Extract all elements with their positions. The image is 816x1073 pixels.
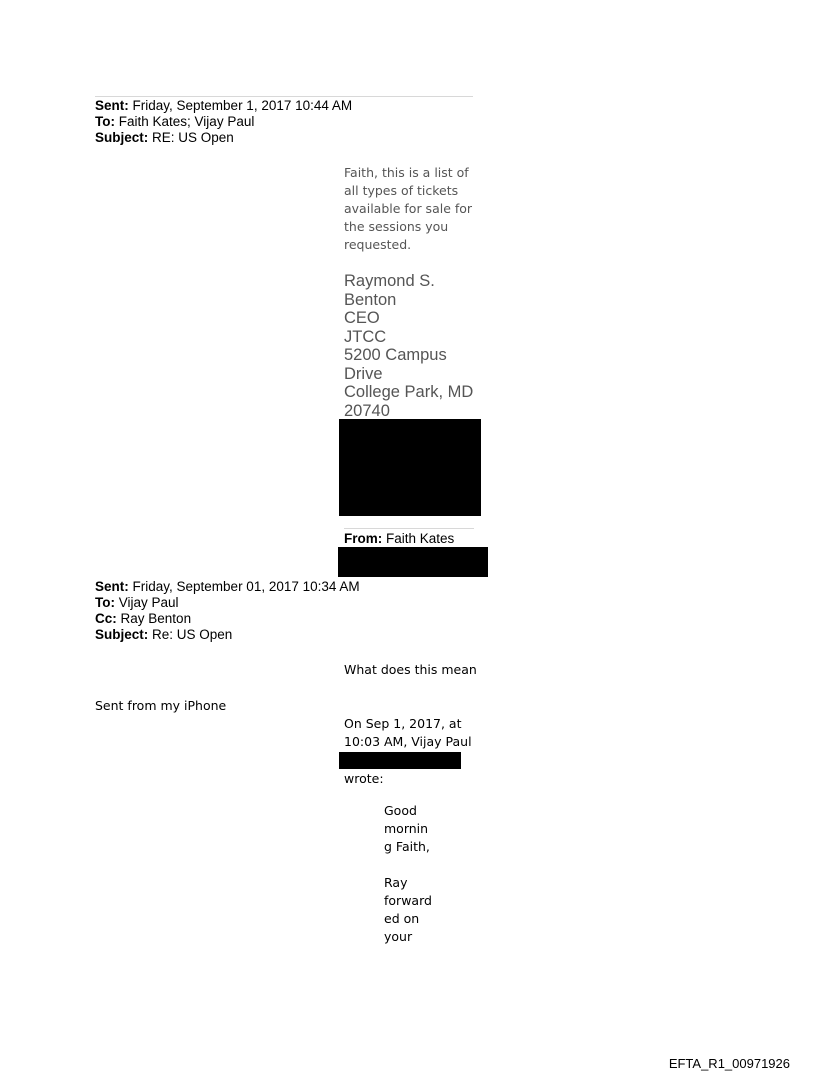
subject-value: RE: US Open [152,130,234,145]
email-header-2 [95,579,475,643]
sent-from-signature: Sent from my iPhone [95,698,227,713]
quoted-line: your [384,929,413,944]
message-line: all types of tickets [344,183,459,198]
to-value: Vijay Paul [118,595,179,610]
subject-value: Re: US Open [152,627,233,642]
header-divider [344,528,474,529]
signature-line: College Park, MD [344,383,474,401]
subject-row [95,627,475,643]
quote-line: 10:03 AM, Vijay Paul [344,734,472,749]
signature-line: Benton [344,290,397,309]
quoted-line: Ray [384,875,408,890]
quote-wrote: wrote: [344,771,384,786]
to-value: Faith Kates; Vijay Paul [118,114,255,129]
quoted-body [384,874,454,946]
to-label: To: [95,114,115,129]
redaction-box [339,752,461,769]
to-row [95,114,475,130]
sent-row [95,98,475,114]
cc-row [95,611,475,627]
sent-row [95,579,475,595]
from-row [344,531,494,547]
message-line: Faith, this is a list of [344,165,469,180]
signature-block [344,272,494,420]
redaction-box [339,419,481,516]
quote-line: On Sep 1, 2017, at [344,716,462,731]
to-label: To: [95,595,115,610]
message-line: the sessions you [344,219,449,234]
quoted-greeting [384,802,454,856]
message-2-body: What does this mean [344,662,477,677]
from-label: From: [344,531,383,546]
cc-label: Cc: [95,611,117,626]
from-value: Faith Kates [386,531,455,546]
message-1-body [344,164,494,254]
cc-value: Ray Benton [120,611,192,626]
document-id: EFTA_R1_00971926 [668,1056,790,1071]
email-header-1 [95,98,475,146]
subject-label: Subject: [95,627,149,642]
sent-label: Sent: [95,98,129,113]
quoted-line: g Faith, [384,839,430,854]
sent-value: Friday, September 1, 2017 10:44 AM [132,98,353,113]
quoted-line: ed on [384,911,420,926]
subject-row [95,130,475,146]
quote-attribution [344,715,504,751]
signature-line: Raymond S. [344,272,435,290]
quoted-line: mornin [384,821,429,836]
sent-label: Sent: [95,579,129,594]
signature-line: 20740 [344,401,390,420]
quoted-line: Good [384,803,417,818]
sent-value: Friday, September 01, 2017 10:34 AM [132,579,360,594]
message-line: available for sale for [344,201,473,216]
message-line: requested. [344,237,412,252]
quoted-line: forward [384,893,432,908]
signature-line: CEO [344,309,380,327]
to-row [95,595,475,611]
redaction-box [338,547,488,577]
header-divider [95,96,473,97]
signature-line: 5200 Campus [344,346,447,364]
signature-line: Drive [344,364,383,383]
subject-label: Subject: [95,130,149,145]
signature-line: JTCC [344,327,387,346]
